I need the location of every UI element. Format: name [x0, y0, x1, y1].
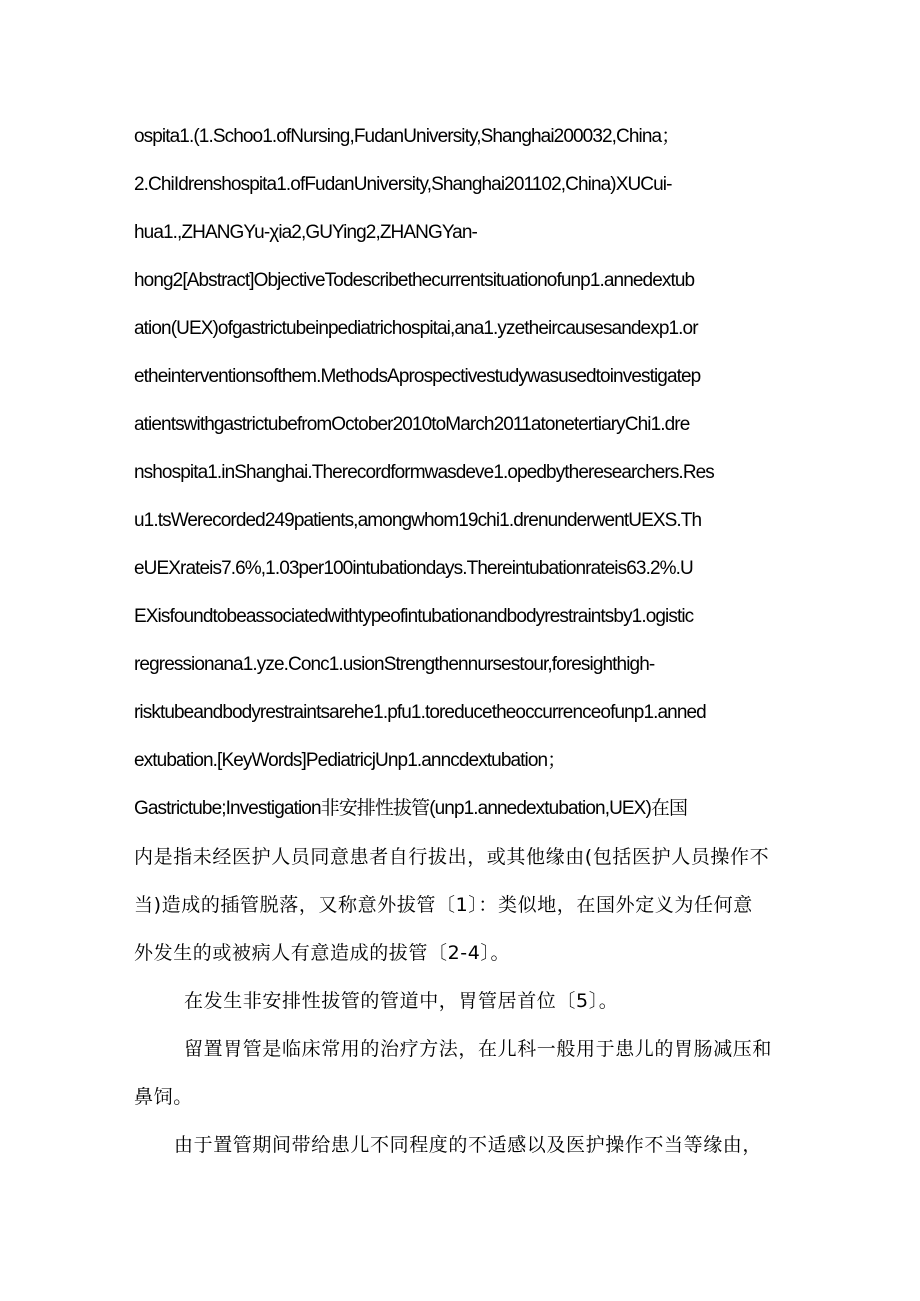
text-line-16: 内是指未经医护人员同意患者自行拔出，或其他缘由(包括医护人员操作不 [134, 846, 770, 868]
text-line-15: Gastrictube;Investigation非安排性拔管(unp1.annedextubation,UEX)在国 [134, 798, 688, 819]
paragraph-3-line-2: 鼻饲。 [134, 1086, 193, 1108]
paragraph-3-line-1: 留置胃管是临床常用的治疗方法，在儿科一般用于患儿的胃肠减压和 [184, 1038, 773, 1060]
text-line-11: EXisfoundtobeassociatedwithtypeofintubationandbodyrestraintsby1.ogistic [134, 606, 694, 627]
text-line-12: regressionana1.yze.Conc1.usionStrengthennursestour,foresighthigh- [134, 654, 655, 675]
paragraph-2: 在发生非安排性拔管的管道中，胃管居首位〔5〕。 [184, 990, 619, 1012]
text-line-2: 2.ChiIdrenshospita1.ofFudanUniversity,Shanghai201102,China)XUCui- [134, 174, 672, 195]
text-line-4: hong2[Abstract]ObjectiveTodescribethecurrentsituationofunp1.annedextub [134, 270, 695, 291]
text-line-17: 当)造成的插管脱落，又称意外拔管〔1〕：类似地，在国外定义为任何意 [134, 894, 753, 916]
text-line-10: eUEXrateis7.6%,1.03per100intubationdays.Thereintubationrateis63.2%.U [134, 558, 693, 579]
text-line-7: atientswithgastrictubefromOctober2010toMarch2011atonetertiaryChi1.dre [134, 414, 690, 435]
text-line-14: extubation.[KeyWords]PediatricjUnp1.anncdextubation； [134, 750, 566, 771]
text-line-18: 外发生的或被病人有意造成的拔管〔2-4〕。 [134, 942, 511, 964]
text-line-9: u1.tsWerecorded249patients,amongwhom19chi1.drenunderwentUEXS.Th [134, 510, 702, 531]
paragraph-4-line-1: 由于置管期间带给患儿不同程度的不适感以及医护操作不当等缘由， [174, 1134, 763, 1156]
text-line-5: ation(UEX)ofgastrictubeinpediatrichospitai,ana1.yzetheircausesandexp1.or [134, 318, 698, 339]
text-line-8: nshospita1.inShanghai.Therecordformwasdeve1.opedbytheresearchers.Res [134, 462, 714, 483]
text-line-13: risktubeandbodyrestraintsarehe1.pfu1.toreducetheoccurrenceofunp1.anned [134, 702, 706, 723]
text-line-1: ospita1.(1.Schoo1.ofNursing,FudanUniversity,Shanghai200032,China； [134, 126, 680, 147]
text-line-6: etheinterventionsofthem.MethodsAprospectivestudywasusedtoinvestigatep [134, 366, 701, 387]
text-line-3: hua1.,ZHANGYu-χia2,GUYing2,ZHANGYan- [134, 222, 477, 243]
